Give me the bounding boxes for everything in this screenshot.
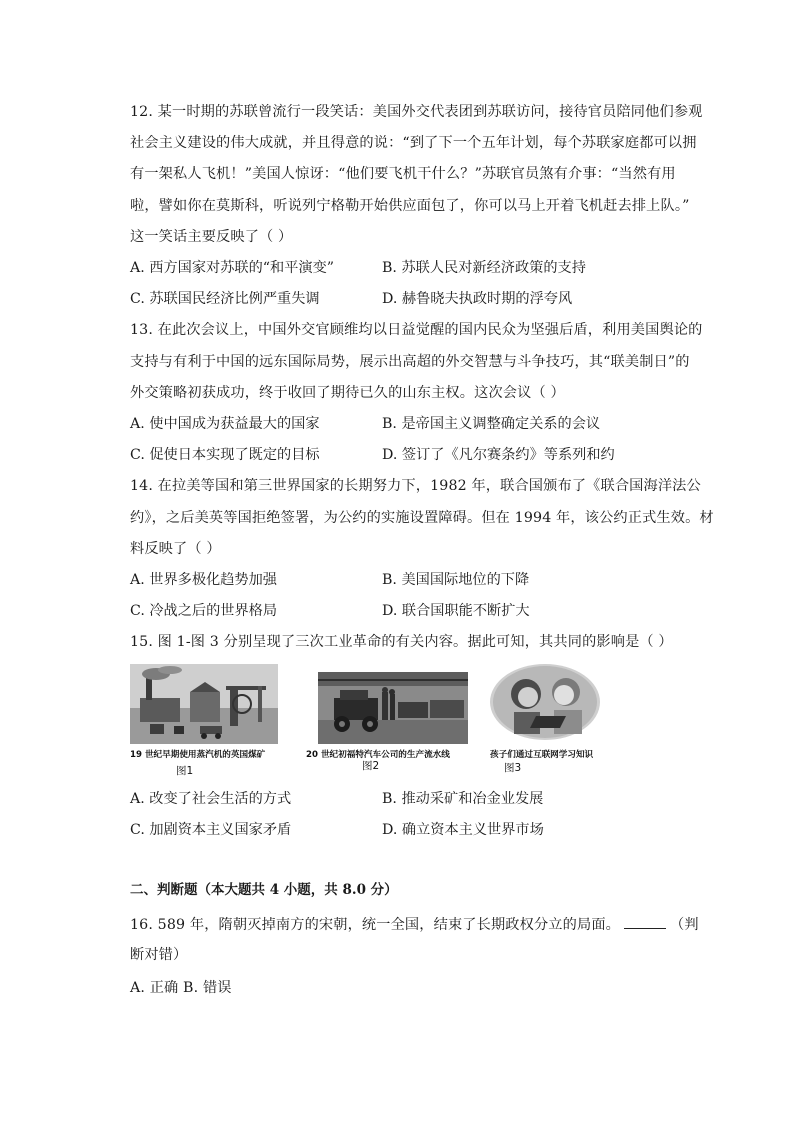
figure-2 — [306, 672, 478, 776]
q12-option-c: C. 苏联国民经济比例严重失调 — [130, 291, 320, 307]
q14-option-b: B. 美国国际地位的下降 — [382, 572, 530, 588]
q12-option-d: D. 赫鲁晓夫执政时期的浮夸风 — [382, 291, 573, 307]
figure-1-label: 图1 — [176, 765, 194, 777]
q13-option-c: C. 促使日本实现了既定的目标 — [130, 447, 320, 463]
q16-line-2: 断对错） — [130, 947, 188, 963]
figure-3-caption: 孩子们通过互联网学习知识 — [490, 750, 594, 760]
q12-line-5: 这一笑话主要反映了（ ） — [130, 229, 293, 245]
figure-3-image — [490, 664, 600, 740]
q12-option-b: B. 苏联人民对新经济政策的支持 — [382, 260, 586, 276]
q16-line-1 — [130, 914, 699, 935]
q12-line-3: 有一架私人飞机！”美国人惊讶：“他们要飞机干什么？”苏联官员煞有介事：“当然有用 — [130, 166, 676, 182]
figure-2-image — [318, 672, 468, 744]
q14-line-3: 料反映了（ ） — [130, 541, 221, 557]
figure-1 — [130, 664, 278, 776]
q14-line-1: 14. 在拉美等国和第三世界国家的长期努力下，1982 年，联合国颁布了《联合国海洋法公 — [130, 478, 701, 494]
q14-option-c: C. 冷战之后的世界格局 — [130, 603, 278, 619]
q13-option-a: A. 使中国成为获益最大的国家 — [130, 416, 320, 432]
q16-answer-options: A. 正确 B. 错误 — [130, 980, 232, 996]
q14-option-d: D. 联合国职能不断扩大 — [382, 603, 530, 619]
q13-line-1: 13. 在此次会议上，中国外交官顾维均以日益觉醒的国内民众为坚强后盾，利用美国舆论的 — [130, 322, 703, 338]
figure-2-caption: 20 世纪初福特汽车公司的生产流水线 — [306, 750, 450, 760]
q13-option-b: B. 是帝国主义调整确定关系的会议 — [382, 416, 601, 432]
q13-line-2: 支持与有利于中国的远东国际局势，展示出高超的外交智慧与斗争技巧，其“联美制日”的 — [130, 354, 690, 370]
figure-3-label: 图3 — [504, 762, 522, 774]
section-heading: 二、判断题（本大题共 4 小题，共 8.0 分） — [130, 882, 398, 898]
q15-option-b: B. 推动采矿和冶金业发展 — [382, 791, 544, 807]
q12-line-1: 12. 某一时期的苏联曾流行一段笑话：美国外交代表团到苏联访问，接待官员陪同他们参观 — [130, 104, 703, 120]
q15-option-c: C. 加剧资本主义国家矛盾 — [130, 822, 292, 838]
q15-option-d: D. 确立资本主义世界市场 — [382, 822, 544, 838]
q16-judge-label: （判 — [670, 917, 699, 933]
figure-1-image — [130, 664, 278, 744]
figure-3 — [484, 664, 610, 776]
q15-option-a: A. 改变了社会生活的方式 — [130, 791, 292, 807]
q16-text: 16. 589 年，隋朝灭掉南方的宋朝，统一全国，结束了长期政权分立的局面。 — [130, 917, 620, 933]
answer-blank[interactable] — [624, 914, 666, 929]
q15-line-1: 15. 图 1-图 3 分别呈现了三次工业革命的有关内容。据此可知，其共同的影响是（ ） — [130, 634, 673, 650]
q14-option-a: A. 世界多极化趋势加强 — [130, 572, 277, 588]
q14-line-2: 约》，之后美英等国拒绝签署，为公约的实施设置障碍。但在 1994 年，该公约正式生效。材 — [130, 510, 714, 526]
q13-line-3: 外交策略初获成功，终于收回了期待已久的山东主权。这次会议（ ） — [130, 385, 565, 401]
figure-2-label: 图2 — [362, 760, 380, 772]
q12-option-a: A. 西方国家对苏联的“和平演变” — [130, 260, 335, 276]
q12-line-2: 社会主义建设的伟大成就，并且得意的说：“到了下一个五年计划，每个苏联家庭都可以拥 — [130, 135, 697, 151]
q13-option-d: D. 签订了《凡尔赛条约》等系列和约 — [382, 447, 615, 463]
q12-line-4: 啦，譬如你在莫斯科，听说列宁格勒开始供应面包了，你可以马上开着飞机赶去排上队。” — [130, 198, 690, 214]
figure-1-caption: 19 世纪早期使用蒸汽机的英国煤矿 — [130, 750, 266, 760]
